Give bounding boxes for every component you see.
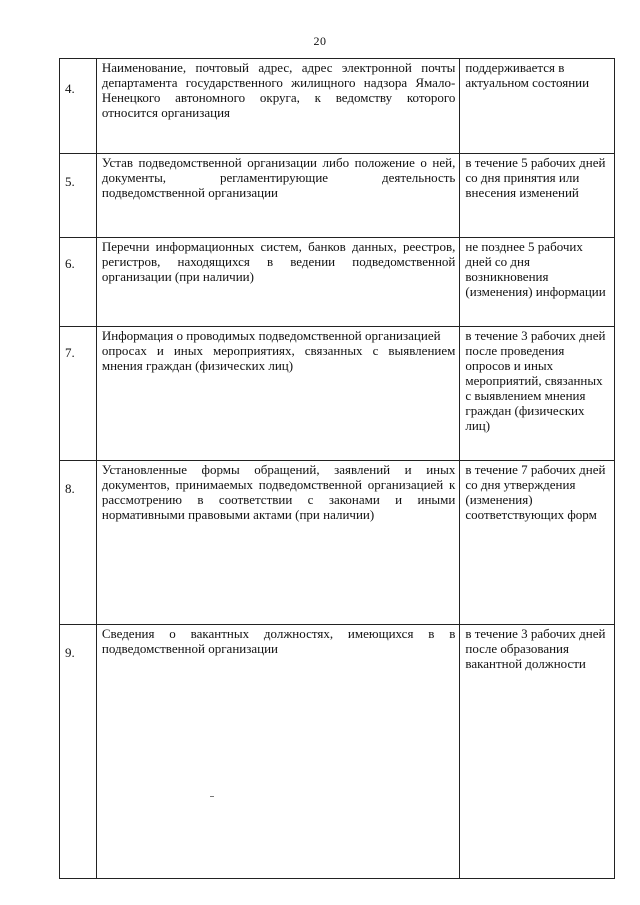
row-number: 5.	[65, 174, 75, 189]
info-name-cell	[96, 327, 460, 461]
info-name-cell	[96, 625, 460, 879]
info-name: Информация о проводимых подведомственной организацией опросах и иных мероприятиях, связанных с выявлением мнения граждан (физических лиц)	[101, 328, 456, 373]
info-name-cell	[96, 59, 460, 154]
deadline: в течение 3 рабочих дней после проведения опросов и иных мероприятий, связанных с выявлением мнения граждан (физических лиц)	[465, 328, 606, 433]
deadline-cell	[460, 327, 615, 461]
table-row	[60, 461, 615, 625]
info-name: Наименование, почтовый адрес, адрес электронной почты департамента государственного жилищного надзора Ямало-Ненецкого автономного округа, к ведомству которого относится организация	[101, 60, 456, 120]
row-number-cell	[60, 59, 97, 154]
row-number-cell	[60, 238, 97, 327]
row-number-cell	[60, 327, 97, 461]
table-row	[60, 625, 615, 879]
row-number-cell	[60, 461, 97, 625]
info-name: Сведения о вакантных должностях, имеющихся в в подведомственной организации	[101, 626, 456, 656]
deadline-cell	[460, 154, 615, 238]
info-name: Установленные формы обращений, заявлений и иных документов, принимаемых подведомственной организацией к рассмотрению в соответствии с законами и иными нормативными правовыми актами (при наличии)	[101, 462, 456, 522]
info-name-cell	[96, 238, 460, 327]
info-name-cell	[96, 461, 460, 625]
table-row	[60, 59, 615, 154]
info-name: Перечни информационных систем, банков данных, реестров, регистров, находящихся в ведении подведомственной организации (при наличии)	[101, 239, 456, 284]
info-name-cell	[96, 154, 460, 238]
table-row	[60, 154, 615, 238]
deadline-cell	[460, 238, 615, 327]
row-number: 4.	[65, 81, 75, 96]
deadline: поддерживается в актуальном состоянии	[465, 60, 590, 90]
table-row	[60, 327, 615, 461]
deadline-cell	[460, 59, 615, 154]
row-number-cell	[60, 625, 97, 879]
deadline: в течение 3 рабочих дней после образования вакантной должности	[465, 626, 606, 671]
deadline-cell	[460, 625, 615, 879]
row-number: 8.	[65, 481, 75, 496]
row-number: 6.	[65, 256, 75, 271]
info-name: Устав подведомственной организации либо положение о ней, документы, регламентирующие деятельность подведомственной организации	[101, 155, 456, 200]
deadline-cell	[460, 461, 615, 625]
disclosure-table	[59, 58, 615, 879]
page-number: 20	[313, 34, 327, 48]
table-row	[60, 238, 615, 327]
row-number: 7.	[65, 345, 75, 360]
deadline: не позднее 5 рабочих дней со дня возникновения (изменения) информации	[465, 239, 606, 299]
row-number-cell	[60, 154, 97, 238]
row-number: 9.	[65, 645, 75, 660]
scan-mark	[210, 796, 214, 797]
deadline: в течение 5 рабочих дней со дня принятия или внесения изменений	[465, 155, 606, 200]
deadline: в течение 7 рабочих дней со дня утверждения (изменения) соответствующих форм	[465, 462, 606, 522]
